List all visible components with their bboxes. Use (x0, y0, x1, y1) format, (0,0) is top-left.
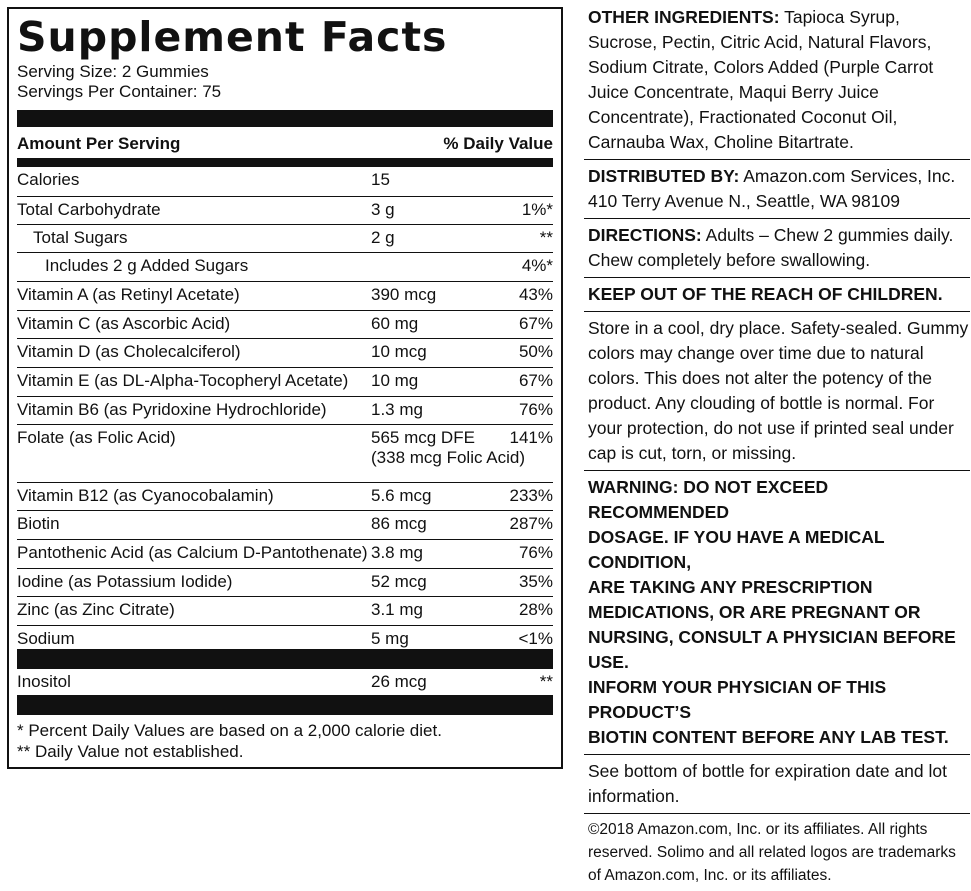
other-ingredients-text: Tapioca Syrup, Sucrose, Pectin, Citric Acid, Natural Flavors, Sodium Citrate, Colors Added (Purple Carrot Juice Concentrate, Maqui Berry Juice Concentrate), Fractionated Coconut Oil, Carnauba Wax, Choline Bitartrate. (588, 7, 934, 152)
table-row (17, 597, 553, 626)
nutrient-amount: 2 g (371, 228, 395, 247)
footnote-daily-values: * Percent Daily Values are based on a 2,000 calorie diet. (17, 721, 442, 740)
table-row (17, 397, 553, 425)
nutrient-amount: 565 mcg DFE (371, 428, 475, 447)
nutrient-dv: <1% (518, 629, 553, 648)
nutrient-name: Zinc (as Zinc Citrate) (17, 600, 175, 619)
nutrient-dv: 76% (518, 543, 553, 562)
table-row (17, 311, 553, 339)
nutrient-amount: 15 (371, 170, 390, 189)
directions-label: DIRECTIONS: (588, 225, 702, 245)
nutrient-amount: 3 g (371, 200, 395, 219)
nutrient-name: Vitamin B12 (as Cyanocobalamin) (17, 486, 274, 505)
nutrient-name: Sodium (17, 629, 75, 648)
nutrient-amount: 26 mcg (371, 672, 427, 691)
facts-title: Supplement Facts (17, 13, 448, 61)
supplement-facts-panel (7, 7, 563, 769)
footnote-not-established: ** Daily Value not established. (17, 742, 244, 761)
nutrient-name: Vitamin D (as Cholecalciferol) (17, 342, 241, 361)
medium-divider (17, 158, 553, 167)
nutrient-amount: 1.3 mg (371, 400, 423, 419)
serving-size: Serving Size: 2 Gummies (17, 62, 209, 81)
table-row (17, 368, 553, 397)
nutrient-dv: 76% (518, 400, 553, 419)
nutrient-amount: 52 mcg (371, 572, 427, 591)
divider (584, 813, 970, 814)
daily-value-header: % Daily Value (443, 134, 553, 153)
nutrient-name: Vitamin B6 (as Pyridoxine Hydrochloride) (17, 400, 327, 419)
warning-line: BIOTIN CONTENT BEFORE ANY LAB TEST. (588, 727, 949, 747)
nutrient-name: Includes 2 g Added Sugars (45, 256, 249, 275)
directions-text: Adults – Chew 2 gummies daily. Chew completely before swallowing. (588, 225, 954, 270)
directions (588, 223, 971, 273)
distributed-by-company: Amazon.com Services, Inc. (739, 166, 956, 186)
column-header (17, 133, 553, 155)
table-row (17, 253, 553, 282)
warning-line: DOSAGE. IF YOU HAVE A MEDICAL CONDITION, (588, 527, 885, 572)
nutrient-amount: 3.1 mg (371, 600, 423, 619)
nutrient-name: Calories (17, 170, 80, 189)
nutrient-name: Total Carbohydrate (17, 200, 161, 219)
nutrient-amount-detail: (338 mcg Folic Acid) (371, 448, 525, 467)
nutrient-amount: 60 mg (371, 314, 419, 333)
table-row (17, 167, 553, 197)
copyright-text: ©2018 Amazon.com, Inc. or its affiliates. All rights reserved. Solimo and all related logos are trademarks of Amazon.com, Inc. or its affiliates. (588, 821, 956, 884)
nutrient-name: Folate (as Folic Acid) (17, 428, 176, 447)
nutrient-dv: 35% (518, 572, 553, 591)
distributed-by (588, 164, 971, 214)
nutrient-amount: 10 mg (371, 371, 419, 390)
distributed-by-label: DISTRIBUTED BY: (588, 166, 740, 186)
nutrient-name: Vitamin C (as Ascorbic Acid) (17, 314, 231, 333)
table-row (17, 197, 553, 225)
warning-text (588, 475, 971, 750)
nutrient-dv: 67% (518, 314, 553, 333)
nutrient-amount: 86 mcg (371, 514, 427, 533)
nutrient-name: Pantothenic Acid (as Calcium D-Pantothenate) (17, 543, 368, 562)
divider (584, 277, 970, 278)
nutrient-name: Inositol (17, 672, 71, 691)
table-row (17, 425, 553, 483)
amount-per-serving-header: Amount Per Serving (17, 134, 181, 153)
table-row (17, 540, 553, 569)
nutrient-dv: 50% (518, 342, 553, 361)
table-row-inositol (17, 669, 553, 695)
warning-line: ARE TAKING ANY PRESCRIPTION (588, 577, 873, 597)
table-row (17, 339, 553, 368)
divider (584, 754, 970, 755)
warning-line: MEDICATIONS, OR ARE PREGNANT OR (588, 602, 921, 622)
nutrient-dv: 287% (509, 514, 553, 533)
warning-line: INFORM YOUR PHYSICIAN OF THIS PRODUCT’S (588, 677, 887, 722)
nutrient-name: Biotin (17, 514, 60, 533)
nutrient-name: Vitamin E (as DL-Alpha-Tocopheryl Acetate) (17, 371, 349, 390)
nutrient-dv: 28% (518, 600, 553, 619)
thick-divider (17, 110, 553, 127)
thick-divider (17, 649, 553, 669)
nutrient-amount: 5 mg (371, 629, 409, 648)
thick-divider (17, 695, 553, 715)
warning-line: NURSING, CONSULT A PHYSICIAN BEFORE USE. (588, 627, 956, 672)
table-row (17, 225, 553, 253)
nutrient-name: Total Sugars (33, 228, 128, 247)
table-row (17, 483, 553, 511)
table-row (17, 569, 553, 597)
nutrient-name: Vitamin A (as Retinyl Acetate) (17, 285, 240, 304)
table-row (17, 626, 553, 649)
nutrient-dv: 141% (509, 428, 553, 447)
nutrient-dv: 67% (518, 371, 553, 390)
warning-line: WARNING: DO NOT EXCEED RECOMMENDED (588, 477, 829, 522)
divider (584, 311, 970, 312)
distributed-by-address: 410 Terry Avenue N., Seattle, WA 98109 (588, 191, 900, 211)
nutrient-dv: ** (539, 228, 553, 247)
nutrient-dv: 1%* (521, 200, 553, 219)
nutrient-amount: 3.8 mg (371, 543, 423, 562)
divider (584, 218, 970, 219)
nutrient-amount: 5.6 mcg (371, 486, 432, 505)
keep-out-warning: KEEP OUT OF THE REACH OF CHILDREN. (588, 284, 943, 304)
servings-per-container: Servings Per Container: 75 (17, 82, 222, 101)
nutrient-dv: 4%* (521, 256, 553, 275)
expiration-text: See bottom of bottle for expiration date and lot information. (588, 761, 947, 806)
nutrient-amount: 10 mcg (371, 342, 427, 361)
label-info-column (588, 5, 971, 891)
nutrient-dv: 233% (509, 486, 553, 505)
nutrient-dv: 43% (518, 285, 553, 304)
other-ingredients (588, 5, 971, 155)
table-row (17, 511, 553, 540)
storage-text: Store in a cool, dry place. Safety-sealed. Gummy colors may change over time due to natural colors. This does not alter the potency of the product. Any clouding of bottle is normal. For your protection, do not use if printed seal under cap is cut, torn, or missing. (588, 318, 969, 463)
nutrient-dv: ** (539, 672, 553, 691)
divider (584, 159, 970, 160)
table-row (17, 282, 553, 311)
nutrient-amount: 390 mcg (371, 285, 437, 304)
other-ingredients-label: OTHER INGREDIENTS: (588, 7, 780, 27)
divider (584, 470, 970, 471)
nutrient-name: Iodine (as Potassium Iodide) (17, 572, 233, 591)
